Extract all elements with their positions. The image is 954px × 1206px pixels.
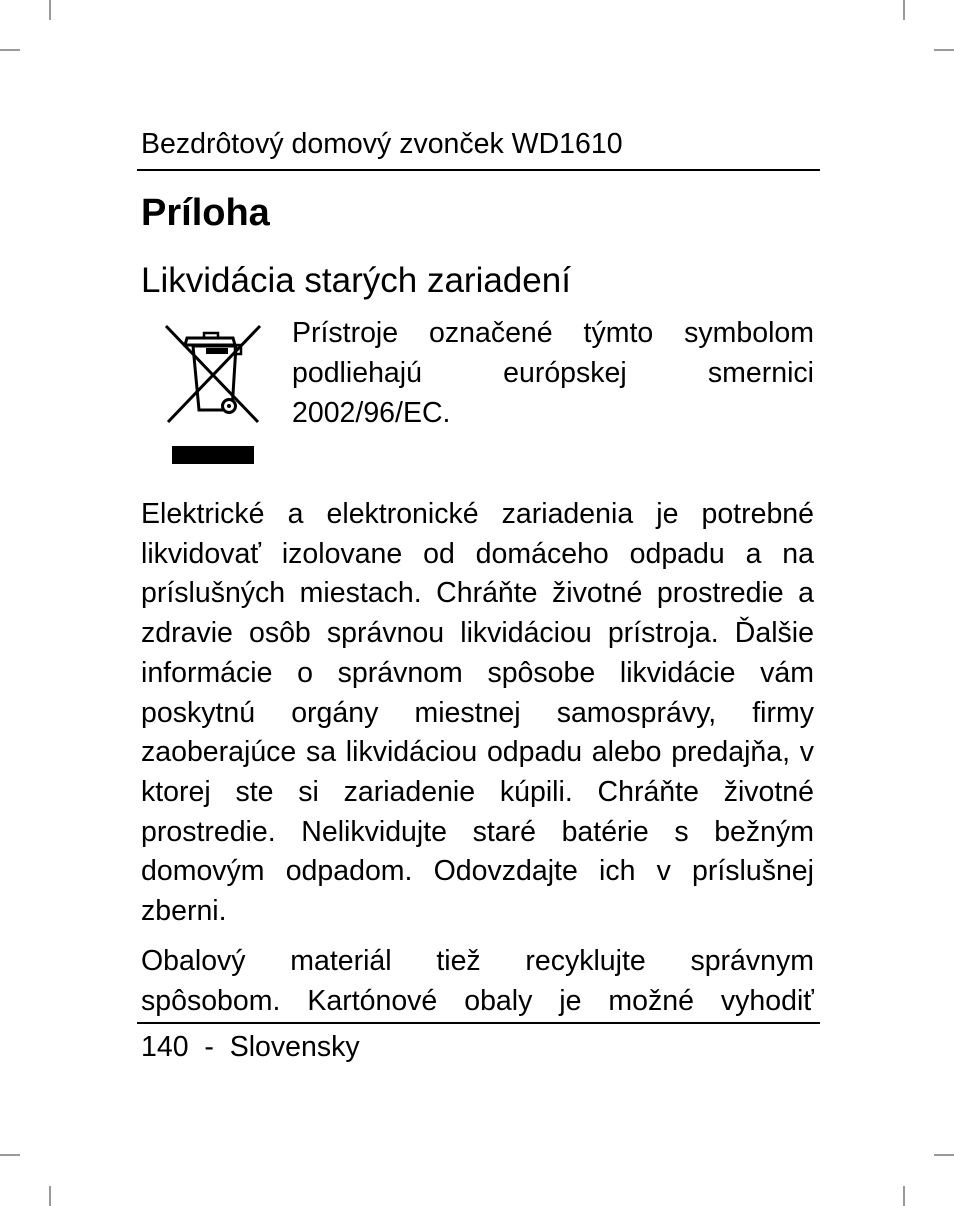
running-header: Bezdrôtový domový zvonček WD1610 <box>141 128 623 160</box>
page-footer: 140 - Slovensky <box>141 1031 360 1063</box>
footer-rule <box>137 1022 820 1024</box>
crossed-out-wheelie-bin-icon <box>160 318 268 470</box>
section-title: Príloha <box>141 192 270 234</box>
section-subtitle: Likvidácia starých zariadení <box>141 261 571 300</box>
crop-mark-bottom-right <box>903 1186 905 1206</box>
crop-mark-top-left <box>49 0 51 20</box>
crop-mark-right-bottom <box>934 1154 954 1156</box>
packaging-paragraph: Obalový materiál tiež recyklujte správnym spôsobom. Kartónové obaly je možné vyhodiť <box>141 945 814 1017</box>
crop-mark-top-right <box>903 0 905 20</box>
disposal-paragraph: Elektrické a elektronické zariadenia je potrebné likvidovať izolovane od domáceho odpadu a na príslušných miestach. Chráňte životné prostredie a zdravie osôb správnou likvidáciou prístroja. Ďalšie informácie o správnom spôsobe likvidácie vám poskytnú orgány miestnej samosprávy, firmy zaoberajúce sa likvidáciou odpadu alebo predajňa, v ktorej ste si zariadenie kúpili. Chráňte životné prostredie. Nelikvidujte staré batérie s bežným domovým odpadom. Odovzdajte ich v príslušnej zberni. <box>141 498 814 928</box>
crop-mark-left-top <box>0 49 20 51</box>
weee-intro-text: Prístroje označené týmto symbolom podliehajú európskej smernici 2002/96/EC. <box>292 317 814 429</box>
header-rule <box>137 169 820 171</box>
crop-mark-left-bottom <box>0 1154 20 1156</box>
crop-mark-right-top <box>934 49 954 51</box>
crop-mark-bottom-left <box>49 1186 51 1206</box>
